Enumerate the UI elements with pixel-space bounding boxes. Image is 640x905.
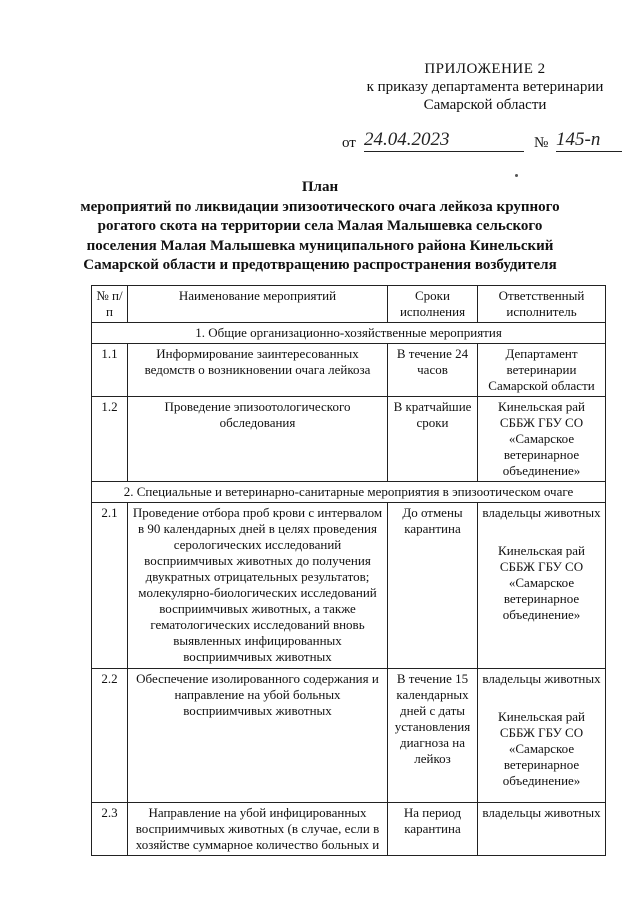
row-responsible — [478, 503, 606, 669]
row-term: До отмены карантина — [388, 503, 478, 669]
row-term: В течение 24 часов — [388, 344, 478, 397]
row-num: 1.2 — [92, 397, 128, 482]
order-number-handwritten: 145-п — [556, 129, 622, 152]
order-date-handwritten: 24.04.2023 — [364, 129, 524, 152]
ink-dot — [515, 174, 518, 177]
row-num: 2.1 — [92, 503, 128, 669]
row-responsible: владельцы животных — [478, 803, 606, 856]
header-term: Сроки исполнения — [388, 286, 478, 323]
table-row — [92, 669, 606, 803]
order-date-number — [338, 131, 628, 155]
table-row — [92, 803, 606, 856]
table-row — [92, 397, 606, 482]
plan-subtitle: мероприятий по ликвидации эпизоотического очага лейкоза крупного рогатого скота на территории села Малая Малышевка сельского поселения Малая Малышевка муниципального района Кинельский Самарской области и предотвращению распространения возбудителя — [80, 198, 560, 273]
row-num: 2.3 — [92, 803, 128, 856]
responsible-owners: владельцы животных — [482, 505, 601, 520]
row-num: 2.2 — [92, 669, 128, 803]
plan-heading — [80, 178, 560, 276]
row-num: 1.1 — [92, 344, 128, 397]
header-responsible: Ответственный исполнитель — [478, 286, 606, 323]
row-responsible: Кинельская рай СББЖ ГБУ СО «Самарское ветеринарное объединение» — [478, 397, 606, 482]
responsible-service: Кинельская рай СББЖ ГБУ СО «Самарское ветеринарное объединение» — [498, 709, 585, 788]
section-title: 1. Общие организационно-хозяйственные мероприятия — [92, 323, 606, 344]
date-label: от — [342, 135, 356, 151]
row-name: Информирование заинтересованных ведомств о возникновении очага лейкоза — [128, 344, 388, 397]
row-term: На период карантина — [388, 803, 478, 856]
section-row-2 — [92, 482, 606, 503]
row-term: В кратчайшие сроки — [388, 397, 478, 482]
appendix-header — [340, 60, 630, 114]
responsible-service: Кинельская рай СББЖ ГБУ СО «Самарское ветеринарное объединение» — [498, 543, 585, 622]
row-term: В течение 15 календарных дней с даты установления диагноза на лейкоз — [388, 669, 478, 803]
number-label: № — [534, 135, 549, 151]
row-name: Проведение эпизоотологического обследования — [128, 397, 388, 482]
section-title: 2. Специальные и ветеринарно-санитарные мероприятия в эпизоотическом очаге — [92, 482, 606, 503]
row-responsible — [478, 669, 606, 803]
responsible-owners: владельцы животных — [482, 671, 601, 686]
section-row-1 — [92, 323, 606, 344]
measures-table — [91, 285, 606, 856]
row-name: Обеспечение изолированного содержания и направление на убой больных восприимчивых животных — [128, 669, 388, 803]
row-name: Проведение отбора проб крови с интервалом в 90 календарных дней в целях проведения серологических исследований восприимчивых животных до получения двукратных отрицательных результатов; молекулярно-биологических исследований восприимчивых животных, а также гематологических исследований вновь выявленных инфицированных восприимчивых животных — [128, 503, 388, 669]
table-row — [92, 503, 606, 669]
plan-title: План — [301, 179, 339, 195]
header-num: № п/п — [92, 286, 128, 323]
table-header-row — [92, 286, 606, 323]
header-name: Наименование мероприятий — [128, 286, 388, 323]
appendix-region: Самарской области — [423, 97, 547, 113]
row-responsible: Департамент ветеринарии Самарской области — [478, 344, 606, 397]
row-name: Направление на убой инфицированных восприимчивых животных (в случае, если в хозяйстве суммарное количество больных и — [128, 803, 388, 856]
appendix-order-ref: к приказу департамента ветеринарии — [366, 79, 604, 95]
table-row — [92, 344, 606, 397]
appendix-title: ПРИЛОЖЕНИЕ 2 — [424, 61, 546, 77]
